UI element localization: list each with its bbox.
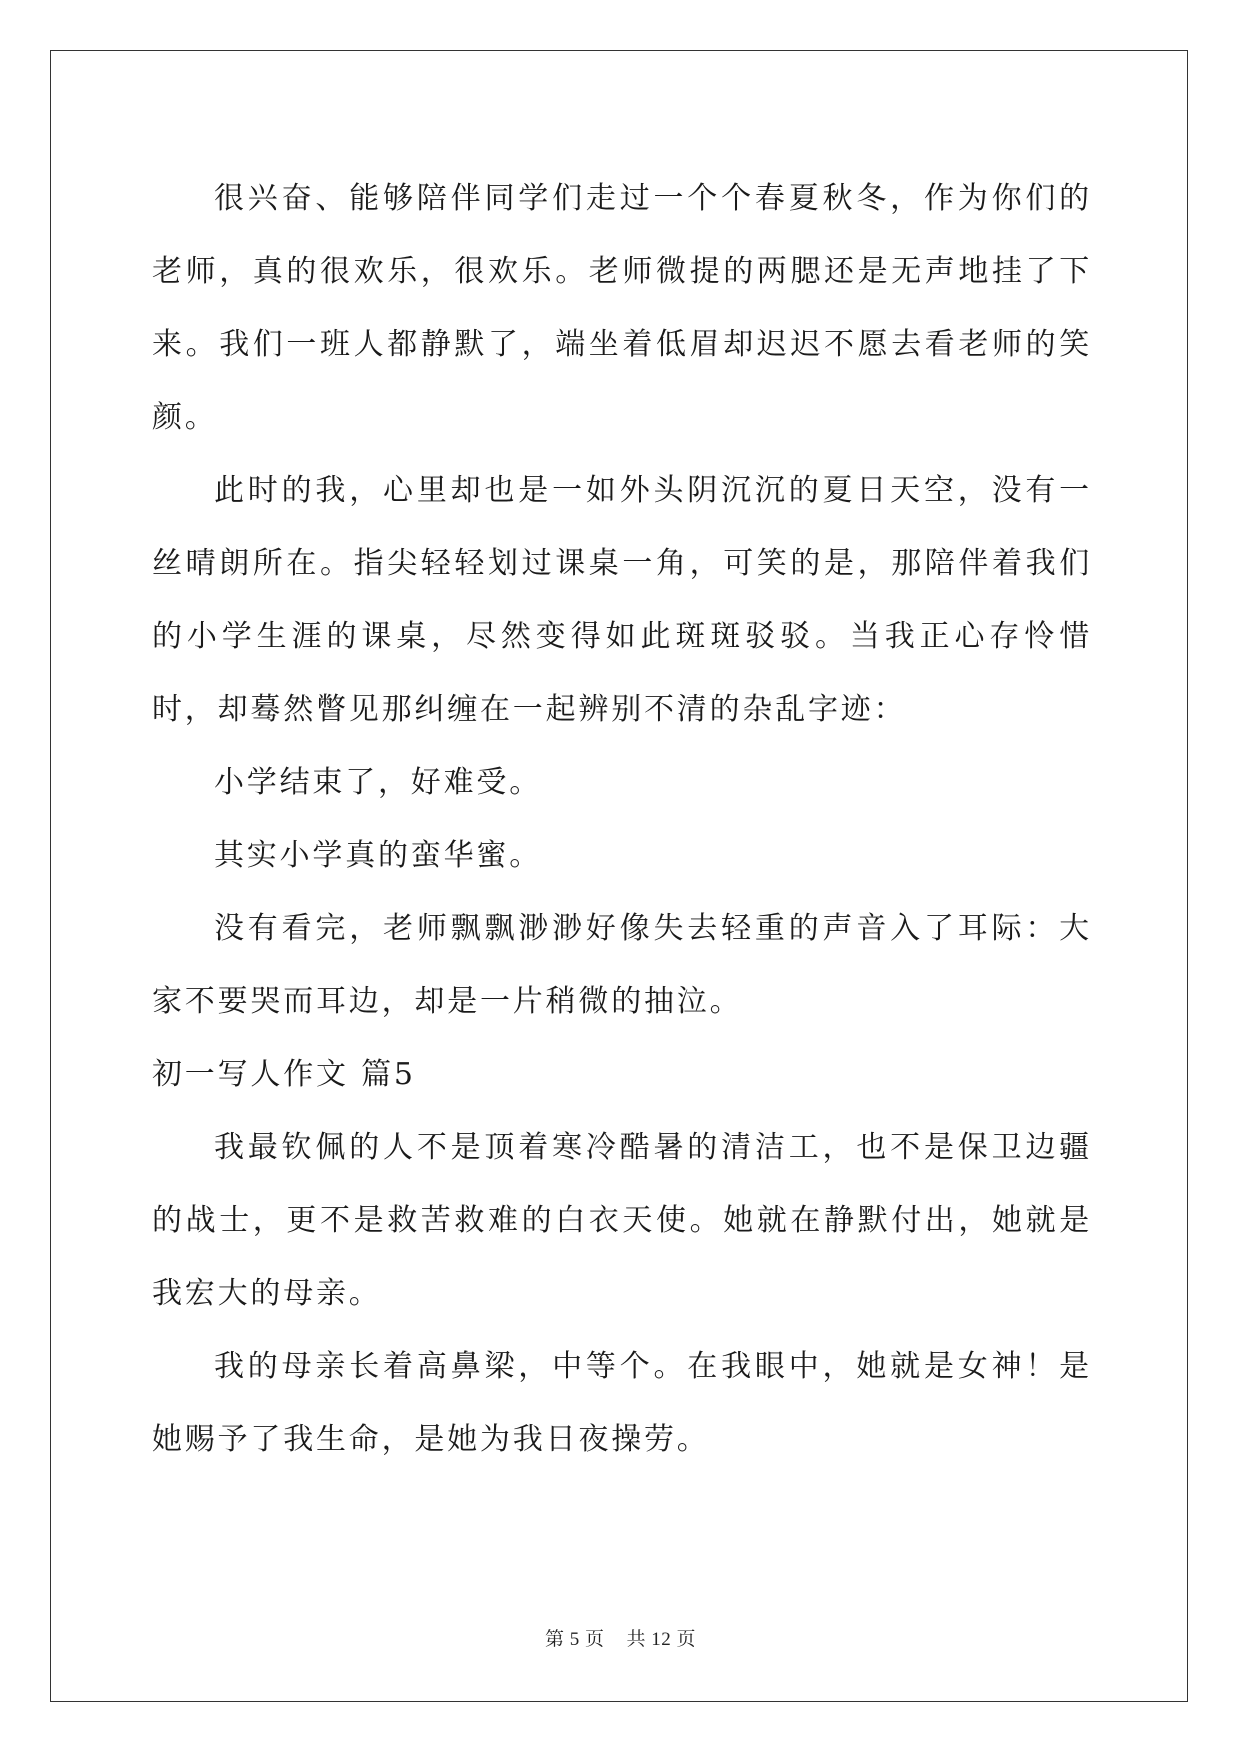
paragraph: 我最钦佩的人不是顶着寒冷酷暑的清洁工，也不是保卫边疆的战士，更不是救苦救难的白衣天使。她就在静默付出，她就是我宏大的母亲。: [152, 1130, 1092, 1311]
paragraph: 此时的我，心里却也是一如外头阴沉沉的夏日天空，没有一丝晴朗所在。指尖轻轻划过课桌一角，可笑的是，那陪伴着我们的小学生涯的课桌，尽然变得如此斑斑驳驳。当我正心存怜惜时，却蓦然瞥见那纠缠在一起辨别不清的杂乱字迹：: [152, 473, 1092, 727]
paragraph: 小学结束了，好难受。: [214, 765, 542, 800]
paragraph: 没有看完，老师飘飘渺渺好像失去轻重的声音入了耳际：大家不要哭而耳边，却是一片稍微的抽泣。: [152, 911, 1092, 1019]
paragraph: 我的母亲长着高鼻梁，中等个。在我眼中，她就是女神！是她赐予了我生命，是她为我日夜操劳。: [152, 1349, 1092, 1457]
section-heading: 初一写人作文 篇5: [152, 1057, 416, 1092]
page-number: 第 5 页: [544, 1629, 605, 1650]
page-total: 共 12 页: [626, 1629, 697, 1650]
paragraph: 很兴奋、能够陪伴同学们走过一个个春夏秋冬，作为你们的老师，真的很欢乐，很欢乐。老师微提的两腮还是无声地挂了下来。我们一班人都静默了，端坐着低眉却迟迟不愿去看老师的笑颜。: [152, 181, 1092, 435]
page-footer: [0, 1624, 1241, 1651]
document-body: [152, 162, 1092, 1476]
paragraph: 其实小学真的蛮华蜜。: [214, 838, 542, 873]
